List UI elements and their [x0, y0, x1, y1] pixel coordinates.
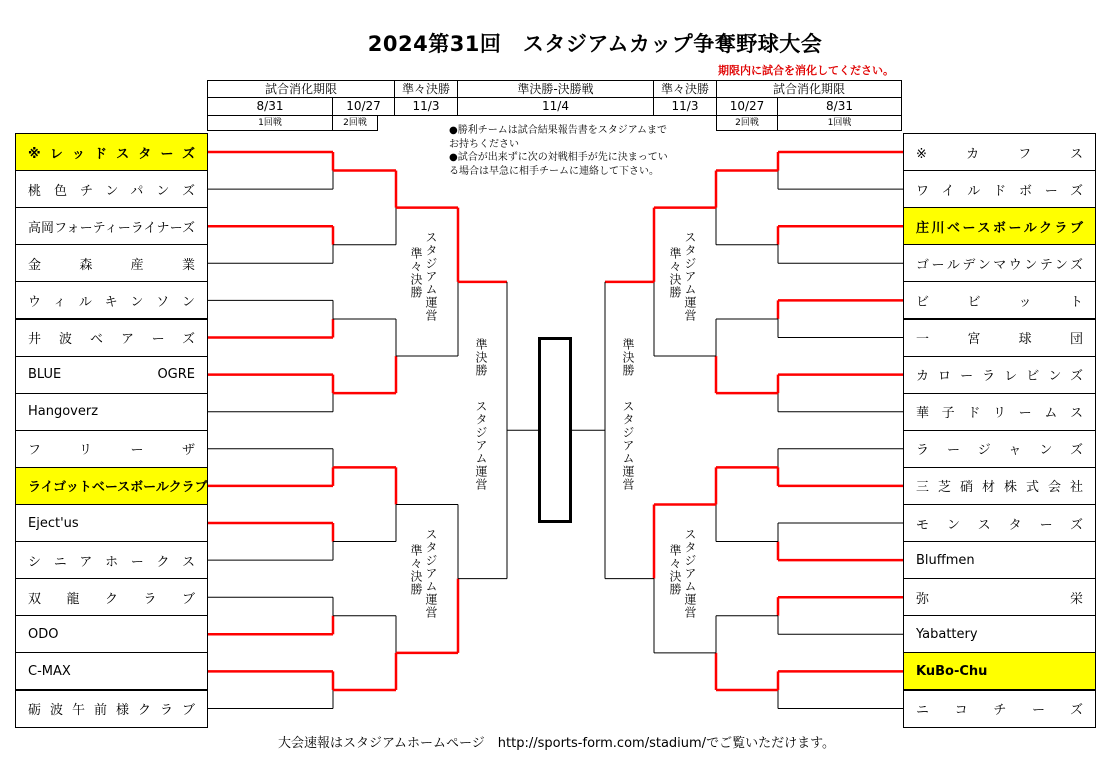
left-team-13: [15, 578, 208, 616]
header-qf-right: 準々決勝: [653, 80, 717, 98]
team-name: ※レッドスターズ: [28, 146, 195, 162]
round2-left: 2回戦: [332, 115, 378, 131]
team-name: 弥栄: [916, 591, 1083, 607]
team-name: ビビット: [916, 294, 1083, 310]
right-team-12: [903, 541, 1096, 579]
right-team-3: [903, 207, 1096, 245]
left-team-7: [15, 356, 208, 394]
label-stadium-qf-left-bottom: スタジアム運営: [424, 528, 438, 619]
team-name: Eject'us: [28, 515, 79, 531]
right-team-2: [903, 170, 1096, 208]
label-stadium-left: スタジアム運営: [474, 400, 488, 491]
label-qf-left-top: 準々決勝: [409, 247, 423, 299]
team-name: シニアホークス: [28, 554, 195, 570]
label-stadium-qf-left-top: スタジアム運営: [424, 231, 438, 322]
team-name: Yabattery: [916, 626, 978, 642]
label-qf-right-top: 準々決勝: [668, 247, 682, 299]
right-team-16: [903, 690, 1096, 728]
left-team-2: [15, 170, 208, 208]
header-sf-final: 準決勝-決勝戦: [457, 80, 654, 98]
right-team-9: [903, 430, 1096, 468]
left-team-8: [15, 393, 208, 431]
team-name: ワイルドボーズ: [916, 183, 1083, 199]
left-team-5: [15, 281, 208, 319]
date-right-r2: 10/27: [716, 97, 778, 116]
label-sf-right: 準決勝: [621, 338, 635, 377]
header-deadline-right: 試合消化期限: [716, 80, 902, 98]
left-team-10: [15, 467, 208, 505]
right-team-4: [903, 244, 1096, 282]
team-name: Bluffmen: [916, 552, 975, 568]
team-name: ラージャンズ: [916, 443, 1083, 459]
label-qf-left-bottom: 準々決勝: [409, 544, 423, 596]
team-name: 金森産業: [28, 257, 195, 273]
right-team-13: [903, 578, 1096, 616]
team-name: カローラレビンズ: [916, 369, 1083, 385]
team-name: 華子ドリームス: [916, 406, 1083, 422]
label-sf-left: 準決勝: [474, 338, 488, 377]
right-team-15: [903, 652, 1096, 690]
right-team-1: [903, 133, 1096, 171]
team-name: 三芝硝材株式会社: [916, 480, 1083, 496]
team-name: 庄川ベースボールクラブ: [916, 220, 1083, 236]
team-name: ライゴットベースボールクラブ: [28, 480, 208, 496]
champion-box: [538, 337, 572, 523]
label-stadium-qf-right-bottom: スタジアム運営: [683, 528, 697, 619]
team-name: 井波ベアーズ: [28, 332, 195, 347]
team-name: 一宮球団: [916, 332, 1083, 347]
date-left-qf: 11/3: [394, 97, 458, 116]
team-name: ※カフス: [916, 146, 1083, 162]
team-name: 高岡フォーティーライナーズ: [28, 220, 195, 236]
team-name: ゴールデンマウンテンズ: [916, 257, 1083, 273]
team-name: 桃色チンパンズ: [28, 183, 195, 199]
header-deadline-left: 試合消化期限: [207, 80, 395, 98]
team-name: Hangoverz: [28, 404, 99, 420]
left-team-3: [15, 207, 208, 245]
team-name: C-MAX: [28, 663, 71, 679]
label-qf-right-bottom: 準々決勝: [668, 544, 682, 596]
team-name: ODO: [28, 626, 59, 642]
round2-right: 2回戦: [716, 115, 778, 131]
left-team-1: [15, 133, 208, 171]
date-final: 11/4: [457, 97, 654, 116]
left-team-15: [15, 652, 208, 690]
team-name: モンスターズ: [916, 517, 1083, 533]
team-name: フリーザ: [28, 443, 195, 459]
date-right-r1: 8/31: [777, 97, 902, 116]
left-team-14: [15, 615, 208, 653]
round1-left: 1回戦: [207, 115, 333, 131]
right-team-6: [903, 319, 1096, 357]
rule-note: ●試合が出来ずに次の対戦相手が先に決まっている場合は早急に相手チームに連絡して下さい。: [449, 152, 668, 177]
right-team-5: [903, 281, 1096, 319]
label-stadium-qf-right-top: スタジアム運営: [683, 231, 697, 322]
deadline-notice: 期限内に試合を消化してください。: [718, 64, 894, 77]
left-team-6: [15, 319, 208, 357]
left-team-9: [15, 430, 208, 468]
team-name: 砺波午前様クラブ: [28, 703, 195, 718]
team-name: KuBo-Chu: [916, 663, 988, 679]
left-team-4: [15, 244, 208, 282]
right-team-7: [903, 356, 1096, 394]
right-team-10: [903, 467, 1096, 505]
team-name: ウィルキンソン: [28, 294, 195, 310]
label-stadium-right: スタジアム運営: [621, 400, 635, 491]
right-team-8: [903, 393, 1096, 431]
footer-info: 大会速報はスタジアムホームページ http://sports-form.com/stadium/でご覧いただけます。: [277, 736, 836, 751]
left-team-12: [15, 541, 208, 579]
left-team-16: [15, 690, 208, 728]
team-name: 双龍クラブ: [28, 591, 195, 607]
date-left-r2: 10/27: [332, 97, 395, 116]
team-name: ニコチーズ: [916, 703, 1083, 718]
right-team-14: [903, 615, 1096, 653]
left-team-11: [15, 504, 208, 542]
team-name: BLUE OGRE: [28, 367, 195, 383]
right-team-11: [903, 504, 1096, 542]
header-qf-left: 準々決勝: [394, 80, 458, 98]
round1-right: 1回戦: [777, 115, 902, 131]
rule-note: ●勝利チームは試合結果報告書をスタジアムまでお持ちください: [449, 125, 668, 150]
date-right-qf: 11/3: [653, 97, 717, 116]
page-title: 2024第31回 スタジアムカップ争奪野球大会: [367, 32, 823, 56]
date-left-r1: 8/31: [207, 97, 333, 116]
